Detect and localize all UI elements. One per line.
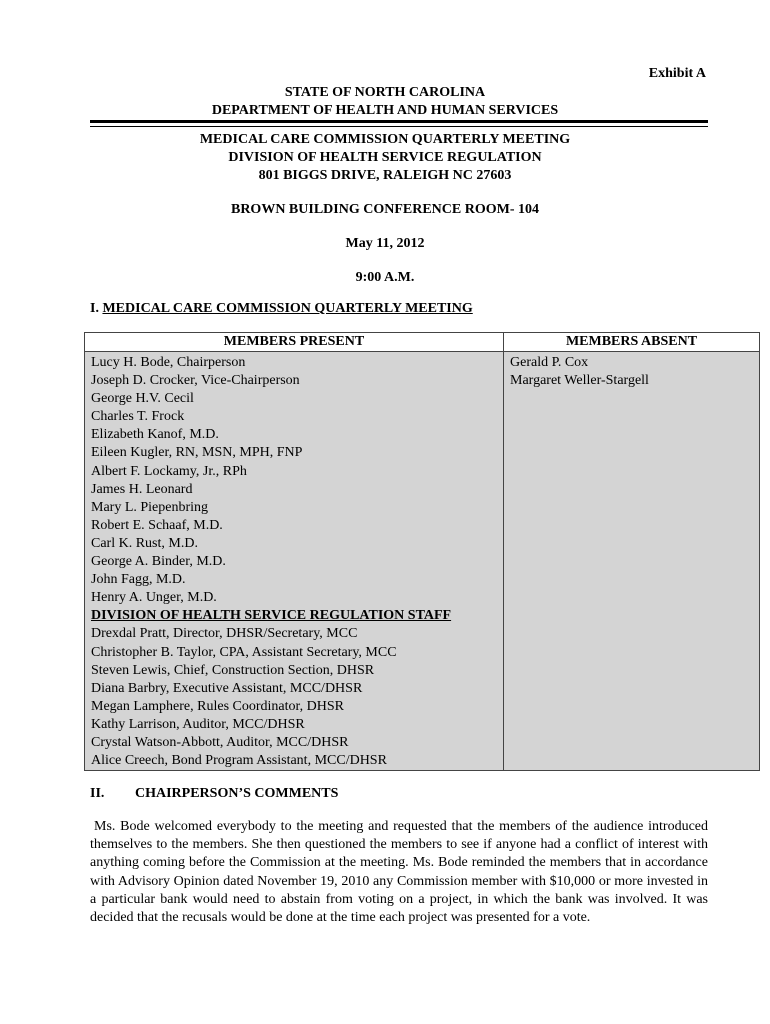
list-item: Kathy Larrison, Auditor, MCC/DHSR: [91, 716, 305, 732]
meeting-title: MEDICAL CARE COMMISSION QUARTERLY MEETING: [199, 132, 571, 147]
members-absent-header: MEMBERS ABSENT: [504, 333, 760, 352]
address-heading: 801 BIGGS DRIVE, RALEIGH NC 27603: [258, 168, 512, 183]
list-item: Christopher B. Taylor, CPA, Assistant Secretary, MCC: [91, 644, 397, 660]
division-heading: DIVISION OF HEALTH SERVICE REGULATION: [228, 150, 542, 165]
list-item: Elizabeth Kanof, M.D.: [91, 427, 219, 443]
list-item: Gerald P. Cox: [510, 355, 589, 370]
state-heading: STATE OF NORTH CAROLINA: [284, 85, 486, 100]
section-2-heading: [90, 786, 338, 802]
meeting-date: May 11, 2012: [345, 236, 425, 251]
list-item: Albert F. Lockamy, Jr., RPh: [91, 463, 247, 479]
list-item: Alice Creech, Bond Program Assistant, MCC/DHSR: [91, 753, 387, 769]
list-item: Lucy H. Bode, Chairperson: [91, 355, 246, 370]
list-item: Diana Barbry, Executive Assistant, MCC/DHSR: [91, 680, 363, 696]
members-present-cell: [85, 352, 504, 771]
chairperson-comments-paragraph: Ms. Bode welcomed everybody to the meeting and requested that the members of the audience introduced themselves to the members. She then questioned the members to see if anyone had a conflict of interest with anything coming before the Commission at the meeting. Ms. Bode reminded the members that in accordance with Advisory Opinion dated November 19, 2010 any Commission member with $10,000 or more invested in a particular bank would need to abstain from voting on a project, in which the bank was involved. It was decided that the recusals would be done at the time each project was presented for a vote.: [90, 819, 708, 926]
list-item: John Fagg, M.D.: [91, 572, 186, 588]
section-1-number: I.: [90, 301, 99, 316]
list-item: Steven Lewis, Chief, Construction Section, DHSR: [91, 662, 375, 678]
staff-heading: DIVISION OF HEALTH SERVICE REGULATION STAFF: [91, 608, 452, 624]
exhibit-label: Exhibit A: [648, 66, 706, 81]
list-item: George H.V. Cecil: [91, 391, 194, 407]
room-heading: BROWN BUILDING CONFERENCE ROOM- 104: [230, 202, 539, 217]
list-item: Robert E. Schaaf, M.D.: [91, 517, 223, 533]
header-rule-thick: [90, 120, 708, 123]
list-item: Margaret Weller-Stargell: [510, 373, 649, 389]
list-item: Crystal Watson-Abbott, Auditor, MCC/DHSR: [91, 734, 349, 750]
section-2-number: II.: [90, 786, 105, 801]
members-present-header: MEMBERS PRESENT: [85, 333, 504, 352]
list-item: Megan Lamphere, Rules Coordinator, DHSR: [91, 698, 344, 714]
list-item: Mary L. Piepenbring: [91, 499, 209, 515]
list-item: James H. Leonard: [91, 481, 193, 497]
members-absent-cell: [504, 352, 760, 771]
meeting-time: 9:00 A.M.: [355, 270, 415, 285]
section-1-heading: [90, 301, 473, 317]
list-item: Henry A. Unger, M.D.: [91, 590, 217, 606]
section-1-title: MEDICAL CARE COMMISSION QUARTERLY MEETING: [102, 301, 473, 316]
list-item: Eileen Kugler, RN, MSN, MPH, FNP: [91, 445, 303, 461]
list-item: Charles T. Frock: [91, 409, 185, 425]
list-item: George A. Binder, M.D.: [91, 554, 226, 570]
list-item: Joseph D. Crocker, Vice-Chairperson: [91, 373, 300, 389]
header-rule-thin: [90, 126, 708, 127]
section-2-title: CHAIRPERSON’S COMMENTS: [135, 786, 339, 801]
list-item: Carl K. Rust, M.D.: [91, 535, 198, 551]
members-table: [84, 332, 760, 771]
list-item: Drexdal Pratt, Director, DHSR/Secretary, MCC: [91, 626, 358, 642]
department-heading: DEPARTMENT OF HEALTH AND HUMAN SERVICES: [211, 103, 559, 118]
